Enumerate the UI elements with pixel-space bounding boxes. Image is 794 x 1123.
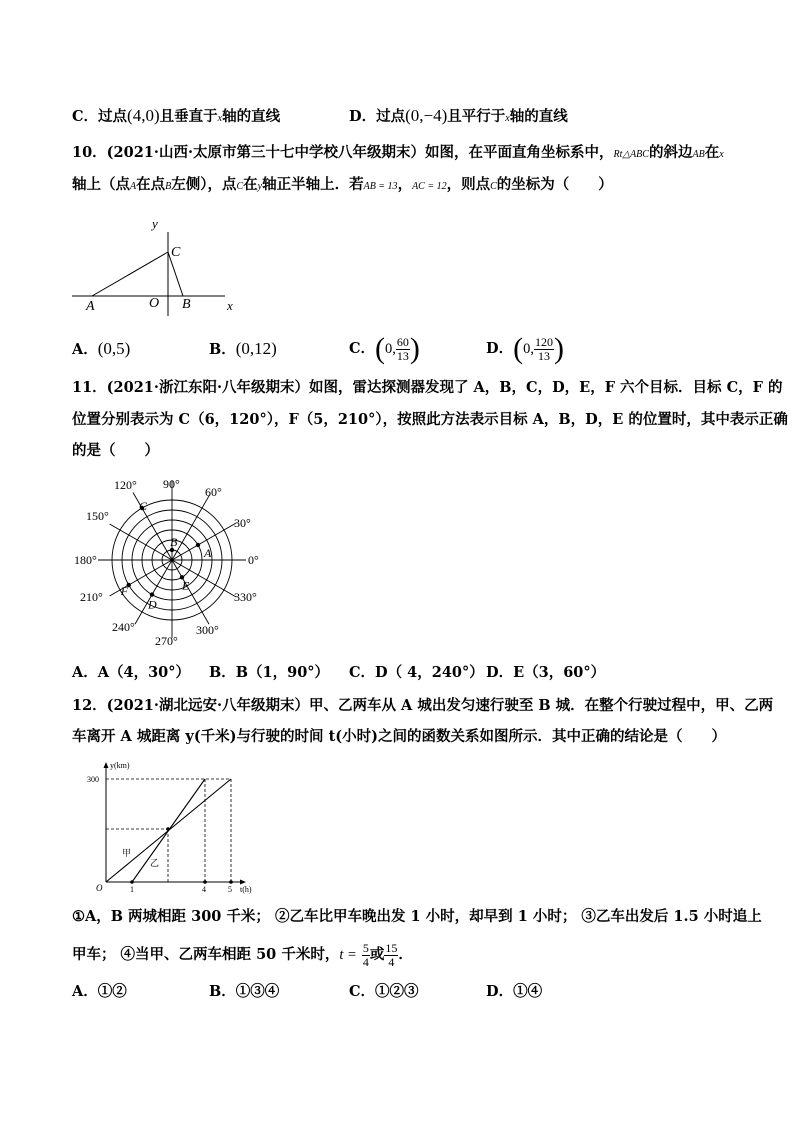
radar-angle-label-0: 0° [248,553,259,567]
radar-target-label-b: B [170,535,178,549]
graph-origin: O [96,883,103,893]
radar-ray-240 [135,560,172,624]
fig-y-label: y [152,216,158,231]
graph-x-arrow [240,880,246,885]
fig-b-label: B [182,297,191,312]
q11-option-b: B．B（1，90°） [209,664,330,681]
q12-statement-line1: ①A，B 两城相距 300 千米； ②乙车比甲车晚出发 1 小时，却早到 1 小时； ③乙车出发后 1.5 小时追上 [72,908,762,925]
dot-meet [166,827,170,831]
graph-y-arrow [104,762,109,768]
radar-target-label-e: E [182,578,190,593]
fig-o-label: O [149,296,160,311]
q10-option-a: A．(0,5) [72,339,131,358]
graph-x5: 5 [228,885,232,894]
q11-option-d: D．E（3，60°） [486,664,606,681]
graph-x1: 1 [130,885,134,894]
fig-x-label: x [227,298,233,313]
radar-angle-label-330: 330° [234,590,257,604]
radar-rays [98,480,246,638]
radar-angle-label-150: 150° [86,509,109,523]
radar-angle-label-300: 300° [196,623,219,637]
q10-option-c: C．(0, $\frac{60}{13}$ ) [349,332,420,365]
side-ac [92,252,168,296]
radar-angle-label-180: 180° [74,553,97,567]
q10-stem-line1: 10．(2021·山西·太原市第三十七中学校八年级期末）如图，在平面直角坐标系中，Rt△ABC的斜边AB在x [72,144,724,161]
radar-target-d [150,592,154,596]
graph-x4: 4 [202,885,206,894]
q12-statement-line2: 甲车； ④当甲、乙两车相距 50 千米时，t = $\frac{5}{4}$ 或 $\frac{15}{4}$ ． [72,940,413,969]
radar-angle-label-240: 240° [112,620,135,634]
dot-x1 [130,880,134,884]
dot-x5 [229,880,233,884]
radar-target-label-d: D [148,597,157,612]
dot-x4 [203,880,207,884]
graph-xlabel: t(h) [240,885,252,894]
graph-yi-label: 乙 [150,858,160,868]
q9-option-c: C．过点(4,0)且垂直于x轴的直线 [72,106,281,125]
radar-angle-label-270: 270° [155,634,178,648]
q10-triangle-figure [70,212,250,317]
q11-stem-line3: 的是（ ） [72,442,159,459]
q11-stem-line2: 位置分别表示为 C（6，120°），F（5，210°），按照此方法表示目标 A，B，D，E 的位置时，其中表示正确 [72,411,788,428]
q9-option-d: D．过点(0,−4)且平行于x轴的直线 [349,106,568,125]
radar-ray-300 [172,560,209,624]
fig-a-label: A [86,299,95,314]
q10-option-b: B．(0,12) [209,339,277,358]
radar-target-a [196,543,200,547]
radar-target-label-a: A [204,546,212,560]
q12-option-b: B．①③④ [209,983,280,1000]
q12-stem-line1: 12．(2021·湖北远安·八年级期末）甲、乙两车从 A 城出发匀速行驶至 B 城．在整个行驶过程中，甲、乙两 [72,697,774,714]
q12-option-c: C．①②③ [349,983,419,1000]
radar-target-label-c: C [139,499,148,513]
radar-targets [120,499,212,612]
radar-angle-label-90: 90° [163,477,180,491]
radar-angle-label-210: 210° [80,590,103,604]
graph-y300: 300 [87,775,99,784]
graph-jia-label: 甲 [122,848,132,858]
graph-ylabel: y(km) [110,761,130,770]
q11-radar-figure [72,474,272,650]
radar-angle-label-60: 60° [205,485,222,499]
q11-option-a: A．A（4，30°） [72,664,191,681]
q12-option-a: A．①② [72,983,127,1000]
q10-stem-line2: 轴上（点A在点B左侧），点C在y轴正半轴上．若AB = 13，AC = 12，则点C的坐标为（ ） [72,176,613,193]
q12-option-d: D．①④ [486,983,543,1000]
q11-option-c: C．D（ 4，240°） [349,664,484,681]
q12-distance-time-graph [84,758,264,898]
q12-stem-line2: 车离开 A 城距离 y(千米)与行驶的时间 t(小时)之间的函数关系如图所示．其中正确的结论是（ ） [72,728,727,745]
radar-angle-label-30: 30° [234,516,251,530]
fig-c-label: C [171,245,181,260]
radar-angle-label-120: 120° [114,478,137,492]
q11-stem-line1: 11．(2021·浙江东阳·八年级期末）如图，雷达探测器发现了 A，B，C，D，E，F 六个目标．目标 C，F 的 [72,379,783,396]
q10-option-d: D．(0, $\frac{120}{13}$ ) [486,332,564,365]
radar-angle-labels [74,477,259,648]
radar-target-label-f: F [120,584,129,598]
